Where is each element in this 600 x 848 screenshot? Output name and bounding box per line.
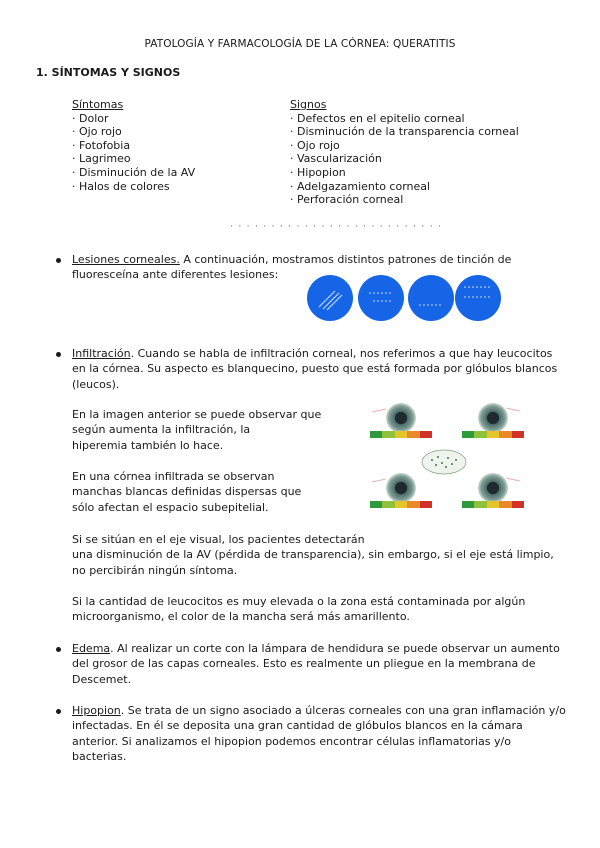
text-line: En una córnea infiltrada se observan bbox=[72, 470, 275, 483]
signo-item: · Perforación corneal bbox=[290, 193, 404, 207]
separator: · · · · · · · · · · · · · · · · · · · · · · · · · · bbox=[230, 222, 443, 232]
page-title: PATOLOGÍA Y FARMACOLOGÍA DE LA CÓRNEA: QUERATITIS bbox=[144, 38, 456, 50]
hipopion-paragraph bbox=[72, 703, 592, 764]
hipopion-text: anterior. Si analizamos el hipopion podemos encontrar células inflamatorias y/o bbox=[72, 734, 511, 748]
infiltracion-text: . Cuando se habla de infiltración corneal, nos referimos a que hay leucocitos bbox=[130, 347, 553, 360]
hipopion-text: bacterias. bbox=[72, 749, 127, 763]
hipopion-term: Hipopion bbox=[72, 704, 121, 717]
infiltracion-p3 bbox=[72, 469, 301, 515]
infiltration-eye-image bbox=[370, 400, 432, 440]
sintoma-item: · Fotofobia bbox=[72, 138, 131, 152]
bullet bbox=[56, 258, 61, 263]
bullet bbox=[56, 709, 61, 714]
signo-item: · Defectos en el epitelio corneal bbox=[290, 111, 465, 125]
text-line: Si la cantidad de leucocitos es muy elevada o la zona está contaminada por algún bbox=[72, 595, 526, 608]
signo-item: · Vascularización bbox=[290, 152, 382, 166]
signo-item: · Disminución de la transparencia corneal bbox=[290, 125, 519, 139]
text-line: Si se sitúan en el eje visual, los pacientes detectarán bbox=[72, 533, 365, 546]
hipopion-text: infectadas. En él se deposita una gran cantidad de glóbulos blancos en la cámara bbox=[72, 719, 523, 733]
fluorescein-pattern-punctate bbox=[358, 275, 404, 321]
sintoma-item: · Lagrimeo bbox=[72, 152, 131, 166]
text-line: según aumenta la infiltración, la bbox=[72, 423, 251, 437]
sintoma-item: · Halos de colores bbox=[72, 179, 170, 193]
infiltracion-paragraph bbox=[72, 346, 572, 392]
sintoma-item: · Ojo rojo bbox=[72, 125, 122, 139]
fluorescein-pattern-diffuse bbox=[455, 275, 501, 321]
infiltracion-text: en la córnea. Su aspecto es blanquecino, puesto que está formada por glóbulos blancos bbox=[72, 362, 558, 376]
signo-item: · Ojo rojo bbox=[290, 138, 340, 152]
infiltracion-p2 bbox=[72, 407, 321, 453]
infiltration-eye-image bbox=[462, 400, 524, 440]
text-line: microorganismo, el color de la mancha será más amarillento. bbox=[72, 610, 410, 624]
edema-text: del grosor de las capas corneales. Esto es realmente un pliegue en la membrana de bbox=[72, 657, 536, 671]
infiltracion-term: Infiltración bbox=[72, 347, 131, 360]
text-line: manchas blancas definidas dispersas que bbox=[72, 485, 302, 499]
text-line: hiperemia también lo hace. bbox=[72, 438, 224, 452]
lesiones-text: A continuación, mostramos distintos patrones de tinción de bbox=[179, 253, 512, 266]
fluorescein-pattern-lower bbox=[408, 275, 454, 321]
sintomas-list bbox=[72, 98, 195, 193]
edema-term: Edema bbox=[72, 642, 111, 655]
text-line: En la imagen anterior se puede observar que bbox=[72, 408, 322, 421]
signos-list bbox=[290, 98, 519, 207]
sintoma-item: · Disminución de la AV bbox=[72, 165, 196, 179]
sintomas-header: Síntomas bbox=[72, 98, 124, 111]
section-heading: 1. SÍNTOMAS Y SIGNOS bbox=[36, 66, 181, 79]
edema-text: . Al realizar un corte con la lámpara de hendidura se puede observar un aumento bbox=[110, 642, 560, 655]
lesiones-term: Lesiones corneales. bbox=[72, 253, 180, 266]
text-line: sólo afectan el espacio subepitelial. bbox=[72, 500, 269, 514]
sintoma-item: · Dolor bbox=[72, 111, 109, 125]
lesiones-text: fluoresceína ante diferentes lesiones: bbox=[72, 268, 279, 282]
bullet bbox=[56, 647, 61, 652]
edema-paragraph bbox=[72, 641, 592, 687]
hipopion-text: . Se trata de un signo asociado a úlceras corneales con una gran inflamación y/o bbox=[120, 704, 566, 717]
infiltracion-p5 bbox=[72, 594, 592, 625]
fluorescein-pattern-lines bbox=[307, 275, 353, 321]
text-line: no percibirán ningún síntoma. bbox=[72, 563, 238, 577]
signo-item: · Adelgazamiento corneal bbox=[290, 179, 431, 193]
text-line: una disminución de la AV (pérdida de transparencia), sin embargo, si el eje está limpio, bbox=[72, 548, 554, 562]
signo-item: · Hipopion bbox=[290, 165, 346, 179]
infiltracion-text: (leucos). bbox=[72, 377, 120, 391]
infiltracion-p4 bbox=[72, 532, 592, 578]
bullet bbox=[56, 352, 61, 357]
infiltration-eye-image bbox=[370, 470, 432, 510]
edema-text: Descemet. bbox=[72, 672, 132, 686]
signos-header: Signos bbox=[290, 98, 327, 111]
infiltration-eye-image bbox=[462, 470, 524, 510]
